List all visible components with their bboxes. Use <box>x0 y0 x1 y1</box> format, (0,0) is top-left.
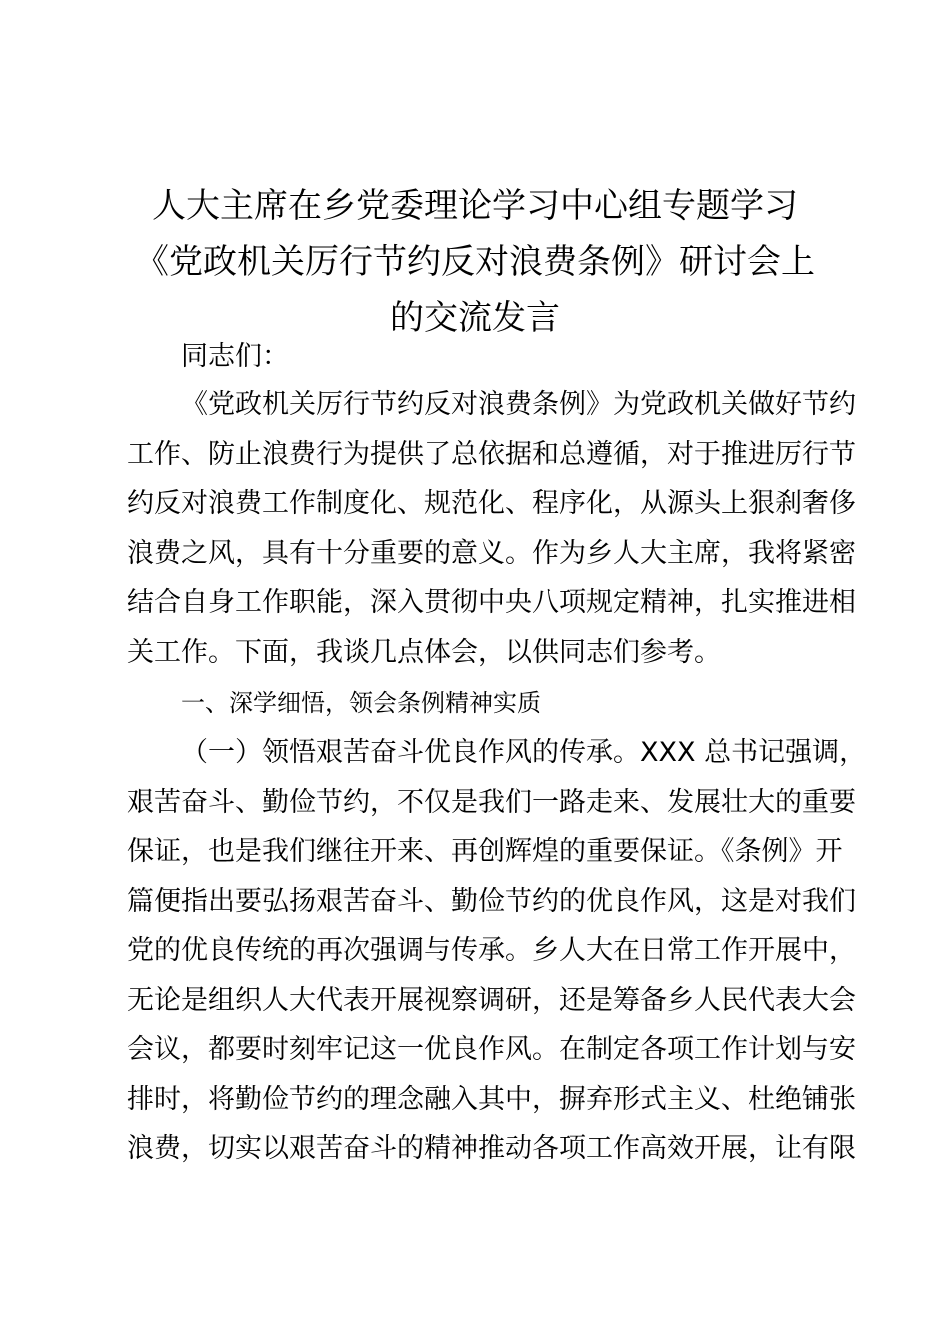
paragraph-line: 艰苦奋斗、勤俭节约，不仅是我们一路走来、发展壮大的重要 <box>127 786 856 818</box>
paragraph-line: 浪费之风，具有十分重要的意义。作为乡人大主席，我将紧密 <box>127 537 856 569</box>
salutation: 同志们： <box>181 341 289 372</box>
paragraph-line: 篇便指出要弘扬艰苦奋斗、勤俭节约的优良作风，这是对我们 <box>127 885 856 917</box>
document-title <box>100 178 850 346</box>
paragraph-line: 约反对浪费工作制度化、规范化、程序化，从源头上狠刹奢侈 <box>127 488 856 519</box>
paragraph-line: 关工作。下面，我谈几点体会，以供同志们参考。 <box>127 636 721 668</box>
paragraph-section-1 <box>127 728 867 1174</box>
paragraph-line: 工作、防止浪费行为提供了总依据和总遵循，对于推进厉行节 <box>127 438 856 470</box>
title-line-3: 的交流发言 <box>390 298 560 338</box>
paragraph-line: （一）领悟艰苦奋斗优良作风的传承。XXX 总书记强调， <box>181 737 867 768</box>
paragraph-line: 党的优良传统的再次强调与传承。乡人大在日常工作开展中， <box>127 935 856 966</box>
title-line-1: 人大主席在乡党委理论学习中心组专题学习 <box>152 186 798 226</box>
title-line-2: 《党政机关厉行节约反对浪费条例》研讨会上 <box>135 242 815 282</box>
section-heading: 一、深学细悟，领会条例精神实质 <box>181 689 541 717</box>
paragraph-line: 排时，将勤俭节约的理念融入其中，摒弃形式主义、杜绝铺张 <box>127 1083 856 1115</box>
paragraph-line: 《党政机关厉行节约反对浪费条例》为党政机关做好节约 <box>181 389 856 420</box>
paragraph-line: 无论是组织人大代表开展视察调研，还是筹备乡人民代表大会 <box>127 984 856 1016</box>
paragraph-line: 会议，都要时刻牢记这一优良作风。在制定各项工作计划与安 <box>127 1034 856 1065</box>
paragraph-intro <box>127 380 856 677</box>
paragraph-line: 浪费，切实以艰苦奋斗的精神推动各项工作高效开展，让有限 <box>127 1133 856 1164</box>
paragraph-line: 结合自身工作职能，深入贯彻中央八项规定精神，扎实推进相 <box>127 587 856 618</box>
paragraph-line: 保证，也是我们继往开来、再创辉煌的重要保证。《条例》开 <box>127 836 843 867</box>
